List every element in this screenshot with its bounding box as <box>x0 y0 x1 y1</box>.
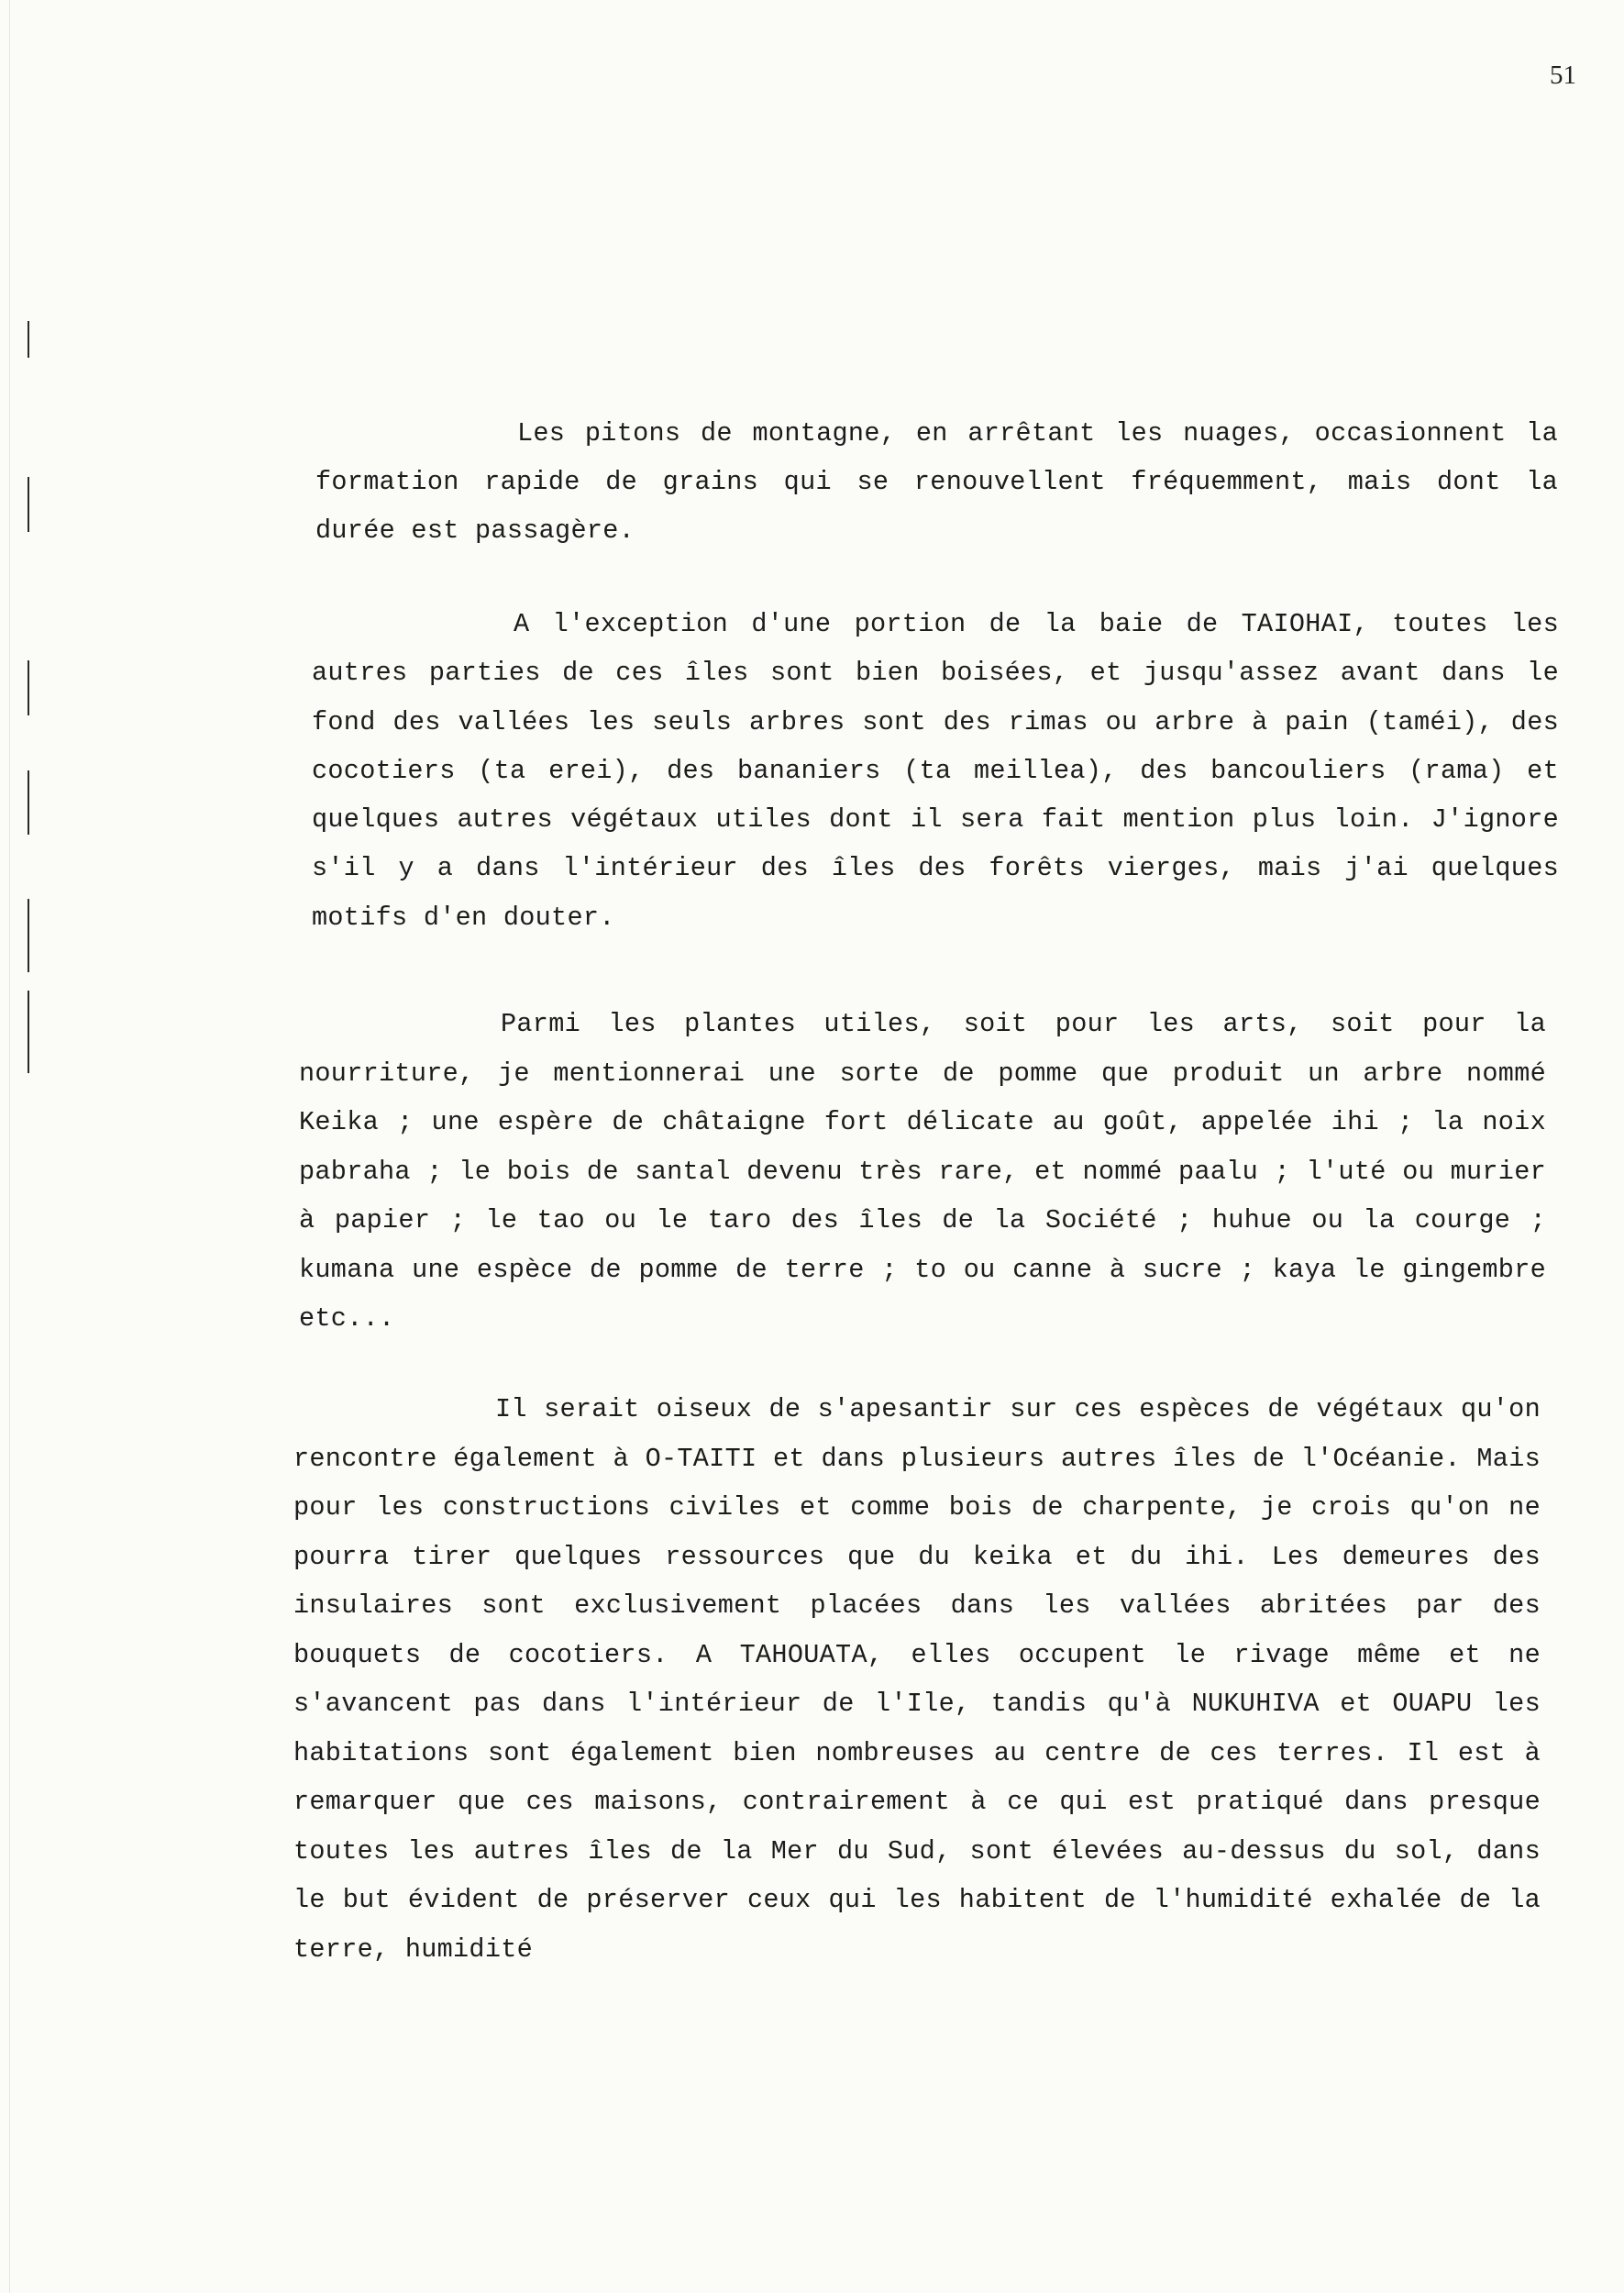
margin-mark <box>28 899 29 972</box>
paragraph: Parmi les plantes utiles, soit pour les arts, soit pour la nourriture, je mentionnerai une sorte de pomme que produit un arbre nommé Keika ; une espère de châtaigne fort délicate au goût, appelée ihi ; la noix pabraha ; le bois de santal devenu très rare, et nommé paalu ; l'uté ou murier à papier ; le tao ou le taro des îles de la Société ; huhue ou la courge ; kumana une espèce de pomme de terre ; to ou canne à sucre ; kaya le gingembre etc... <box>299 1009 1546 1334</box>
paragraph: Il serait oiseux de s'apesantir sur ces espèces de végétaux qu'on rencontre également à O-TAITI et dans plusieurs autres îles de l'Océanie. Mais pour les constructions civiles et comme bois de charpente, je crois qu'on ne pourra tirer quelques ressources que du keika et du ihi. Les demeures des insulaires sont exclusivement placées dans les vallées abritées par des bouquets de cocotiers. A TAHOUATA, elles occupent le rivage même et ne s'avancent pas dans l'intérieur de l'Ile, tandis qu'à NUKUHIVA et OUAPU les habitations sont également bien nombreuses au centre de ces terres. Il est à remarquer que ces maisons, contrairement à ce qui est pratiqué dans presque toutes les autres îles de la Mer du Sud, sont élevées au-dessus du sol, dans le but évident de préserver ceux qui les habitent de l'humidité exhalée de la terre, humidité <box>293 1394 1541 1965</box>
paragraph: Les pitons de montagne, en arrêtant les nuages, occasionnent la formation rapide de grains qui se renouvellent fréquemment, mais dont la durée est passagère. <box>315 418 1558 546</box>
margin-mark <box>28 660 29 715</box>
margin-mark <box>28 770 29 835</box>
margin-mark <box>28 477 29 532</box>
page-number: 51 <box>1550 61 1576 90</box>
page-left-edge <box>0 0 10 2293</box>
paragraph: A l'exception d'une portion de la baie de TAIOHAI, toutes les autres parties de ces îles sont bien boisées, et jusqu'assez avant dans le fond des vallées les seuls arbres sont des rimas ou arbre à pain (taméi), des cocotiers (ta erei), des bananiers (ta meillea), des bancouliers (rama) et quelques autres végétaux utiles dont il sera fait mention plus loin. J'ignore s'il y a dans l'intérieur des îles des forêts vierges, mais j'ai quelques motifs d'en douter. <box>312 609 1559 933</box>
margin-mark <box>28 321 29 358</box>
margin-mark <box>28 991 29 1073</box>
